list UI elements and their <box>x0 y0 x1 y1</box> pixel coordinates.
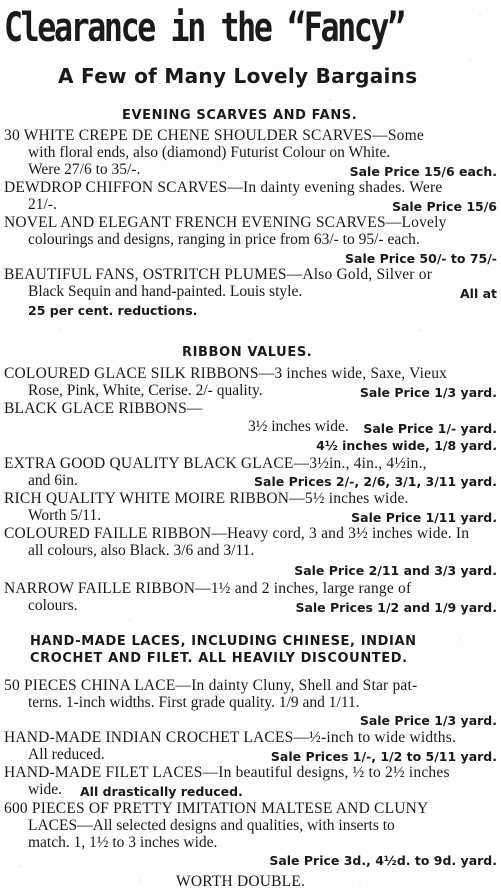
item-line: match. 1, 1½ to 3 inches wide. <box>28 834 218 851</box>
sale-price: Sale Prices 1/-, 1/2 to 5/11 yard. <box>270 749 497 764</box>
item-line: Black Sequin and hand-painted. Louis style. <box>28 283 303 300</box>
item-line: RICH QUALITY WHITE MOIRE RIBBON—5½ inches wide. <box>4 490 409 507</box>
sale-note: All drastically reduced. <box>80 784 243 799</box>
item-line: All reduced. <box>28 746 105 763</box>
sale-price: Sale Price 1/3 yard. <box>359 713 497 728</box>
sale-price: Sale Price 1/- yard. <box>363 421 497 436</box>
item-line: 50 PIECES CHINA LACE—In dainty Cluny, Shell and Star pat- <box>4 677 418 694</box>
sale-price: Sale Prices 1/2 and 1/9 yard. <box>295 600 497 615</box>
sale-price: Sale Price 15/6 <box>391 199 497 214</box>
subheadline: A Few of Many Lovely Bargains <box>58 64 418 88</box>
section-heading-ribbon-values: RIBBON VALUES. <box>182 345 313 360</box>
item-line: NARROW FAILLE RIBBON—1½ and 2 inches, large range of <box>4 580 412 597</box>
sale-price: 4½ inches wide, 1/8 yard. <box>316 438 497 453</box>
section-heading-hand-made-laces: HAND-MADE LACES, INCLUDING CHINESE, INDIAN <box>30 634 417 649</box>
item-line: 30 WHITE CREPE DE CHENE SHOULDER SCARVES—Some <box>4 127 424 144</box>
item-line: DEWDROP CHIFFON SCARVES—In dainty evening shades. Were <box>4 179 443 196</box>
item-line: 3½ inches wide. <box>248 418 349 435</box>
item-line: BEAUTIFUL FANS, OSTRITCH PLUMES—Also Gold, Silver or <box>4 266 433 283</box>
item-line: colours. <box>28 597 78 614</box>
item-line: LACES—All selected designs and qualities, with inserts to <box>28 817 395 834</box>
sale-price: Sale Price 50/- to 75/- <box>345 251 497 266</box>
headline: Clearance in the “Fancy” <box>4 5 404 51</box>
item-line: COLOURED FAILLE RIBBON—Heavy cord, 3 and 3½ inches wide. In <box>4 525 470 542</box>
sale-price: All at <box>459 286 497 301</box>
item-line: HAND-MADE FILET LACES—In beautiful designs, ½ to 2½ inches <box>4 764 450 781</box>
item-line: COLOURED GLACE SILK RIBBONS—3 inches wide, Saxe, Vieux <box>4 365 448 382</box>
item-line: Were 27/6 to 35/-. <box>28 161 141 178</box>
sale-price: Sale Price 3d., 4½d. to 9d. yard. <box>269 853 497 868</box>
sale-price: Sale Price 15/6 each. <box>349 164 497 179</box>
sale-price: Sale Prices 2/-, 2/6, 3/1, 3/11 yard. <box>254 474 497 489</box>
item-line: with floral ends, also (diamond) Futurist Colour on White. <box>28 144 391 161</box>
item-line: all colours, also Black. 3/6 and 3/11. <box>28 542 255 559</box>
item-line: NOVEL AND ELEGANT FRENCH EVENING SCARVES—Lovely <box>4 214 447 231</box>
item-line: HAND-MADE INDIAN CROCHET LACES—½-inch to wide widths. <box>4 729 457 746</box>
item-line: EXTRA GOOD QUALITY BLACK GLACE—3½in., 4in., 4½in., <box>4 455 427 472</box>
item-line: Rose, Pink, White, Cerise. 2/- quality. <box>28 382 263 399</box>
item-line: colourings and designs, ranging in price from 63/- to 95/- each. <box>28 231 420 248</box>
item-line: 600 PIECES OF PRETTY IMITATION MALTESE AND CLUNY <box>4 800 429 817</box>
item-line: Worth 5/11. <box>28 507 102 524</box>
item-line: wide. <box>28 781 63 798</box>
item-line: terns. 1-inch widths. First grade quality. 1/9 and 1/11. <box>28 694 360 711</box>
item-line: 21/-. <box>28 196 57 213</box>
item-line: BLACK GLACE RIBBONS— <box>4 400 203 417</box>
sale-price: Sale Price 1/11 yard. <box>351 510 497 525</box>
section-heading-evening-scarves: EVENING SCARVES AND FANS. <box>122 108 358 123</box>
sale-price: Sale Price 2/11 and 3/3 yard. <box>294 563 497 578</box>
item-line: and 6in. <box>28 472 78 489</box>
sale-note: 25 per cent. reductions. <box>28 303 198 318</box>
closing-line: WORTH DOUBLE. <box>176 873 306 890</box>
section-heading-crochet-filet: CROCHET AND FILET. ALL HEAVILY DISCOUNTED. <box>30 651 408 666</box>
sale-price: Sale Price 1/3 yard. <box>359 385 497 400</box>
